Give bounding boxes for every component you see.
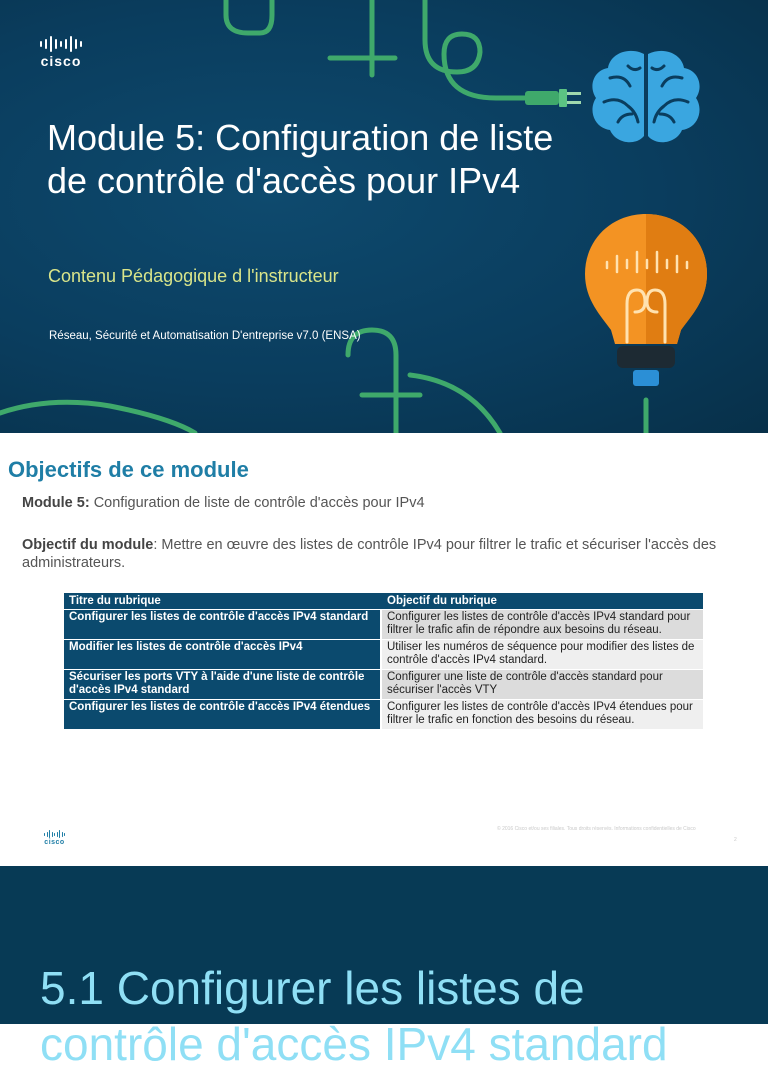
topics-table bbox=[64, 592, 703, 730]
section-slide bbox=[0, 866, 768, 1070]
module-subtitle: Contenu Pédagogique d l'instructeur bbox=[48, 266, 339, 286]
module-text: Configuration de liste de contrôle d'accès pour IPv4 bbox=[93, 495, 425, 511]
footer-cisco-logo bbox=[44, 830, 65, 846]
topic-title: Configurer les listes de contrôle d'accès IPv4 étendues bbox=[64, 700, 382, 729]
section-title: 5.1 Configurer les listes de contrôle d'accès IPv4 standard bbox=[40, 962, 668, 1070]
table-row bbox=[64, 640, 703, 669]
topic-title: Modifier les listes de contrôle d'accès IPv4 bbox=[64, 640, 382, 669]
objectives-heading: Objectifs de ce module bbox=[8, 457, 249, 482]
page-number: 2 bbox=[734, 837, 737, 843]
objectives-slide bbox=[0, 433, 768, 866]
table-row bbox=[64, 670, 703, 699]
module-label: Module 5: bbox=[22, 495, 90, 511]
topic-title: Sécuriser les ports VTY à l'aide d'une liste de contrôle d'accès IPv4 standard bbox=[64, 670, 382, 699]
table-header-objective: Objectif du rubrique bbox=[382, 593, 703, 609]
brain-icon bbox=[588, 48, 704, 148]
title-slide bbox=[0, 0, 768, 433]
cisco-bars-icon bbox=[44, 830, 65, 838]
course-name: Réseau, Sécurité et Automatisation D'entreprise v7.0 (ENSA) bbox=[49, 330, 361, 342]
footer-copyright: © 2016 Cisco et/ou ses filiales. Tous droits réservés. Informations confidentielles de Cisco bbox=[497, 826, 696, 832]
topic-objective: Configurer une liste de contrôle d'accès standard pour sécuriser l'accès VTY bbox=[382, 670, 703, 699]
module-goal bbox=[22, 536, 722, 572]
footer-logo-wordmark: cisco bbox=[44, 839, 65, 846]
module-line bbox=[22, 495, 425, 511]
cisco-bars-icon bbox=[40, 36, 82, 52]
topic-objective: Utiliser les numéros de séquence pour modifier des listes de contrôle d'accès IPv4 standard. bbox=[382, 640, 703, 669]
goal-label: Objectif du module bbox=[22, 537, 154, 553]
goal-text: : Mettre en œuvre des listes de contrôle IPv4 pour filtrer le trafic et sécuriser l'accès des administrateurs. bbox=[22, 537, 717, 571]
table-row bbox=[64, 610, 703, 639]
cisco-logo bbox=[40, 36, 82, 68]
module-title: Module 5: Configuration de liste de contrôle d'accès pour IPv4 bbox=[47, 117, 554, 201]
lightbulb-icon bbox=[585, 212, 707, 390]
table-header-row bbox=[64, 593, 703, 609]
topic-objective: Configurer les listes de contrôle d'accès IPv4 standard pour filtrer le trafic afin de répondre aux besoins du réseau. bbox=[382, 610, 703, 639]
topic-title: Configurer les listes de contrôle d'accès IPv4 standard bbox=[64, 610, 382, 639]
logo-wordmark: cisco bbox=[40, 53, 82, 69]
table-header-title: Titre du rubrique bbox=[64, 593, 382, 609]
topic-objective: Configurer les listes de contrôle d'accès IPv4 étendues pour filtrer le trafic en fonction des besoins du réseau. bbox=[382, 700, 703, 729]
table-row bbox=[64, 700, 703, 729]
plug-icon bbox=[525, 86, 585, 110]
